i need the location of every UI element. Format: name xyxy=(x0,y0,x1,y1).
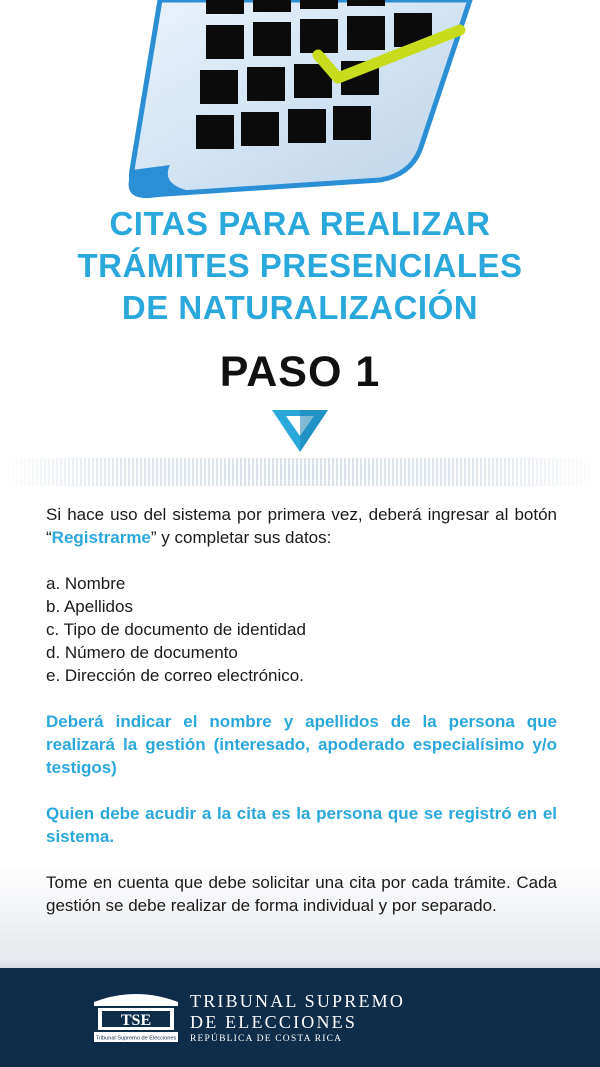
note-who-attends: Quien debe acudir a la cita es la persona que se registró en el sistema. xyxy=(46,804,557,846)
title-line-1: CITAS PARA REALIZAR xyxy=(109,205,491,242)
list-item: d. Número de documento xyxy=(46,643,238,662)
list-item: a. Nombre xyxy=(46,574,126,593)
org-line-2: DE ELECCIONES xyxy=(190,1012,358,1032)
list-item: b. Apellidos xyxy=(46,597,133,616)
intro-before: Si hace uso del sistema por primera vez, deberá ingresar al botón “ xyxy=(46,505,557,547)
list-item: c. Tipo de documento de identidad xyxy=(46,620,306,639)
org-line-1: TRIBUNAL SUPREMO xyxy=(190,991,406,1011)
intro-text xyxy=(46,503,557,549)
svg-text:Tribunal Supremo de Elecciones: Tribunal Supremo de Elecciones xyxy=(95,1035,177,1042)
title-line-3: DE NATURALIZACIÓN xyxy=(121,289,479,326)
intro-after: ” y completar sus datos: xyxy=(150,528,332,547)
chevron-down-icon xyxy=(270,406,330,456)
step-title: PASO 1 xyxy=(219,348,381,396)
divider xyxy=(0,458,600,486)
svg-text:TSE: TSE xyxy=(120,1012,152,1029)
note-one-per-procedure: Tome en cuenta que debe solicitar una cita por cada trámite. Cada gestión se debe realizar de forma individual y por separado. xyxy=(46,873,557,915)
tse-logo xyxy=(88,988,184,1048)
organization-name xyxy=(190,991,405,1045)
org-line-3: REPÚBLICA DE COSTA RICA xyxy=(190,1034,343,1044)
note-interested-party: Deberá indicar el nombre y apellidos de la persona que realizará la gestión (interesado, apoderado especialísimo y/o testigos) xyxy=(46,712,557,777)
page-title xyxy=(0,203,600,329)
calendar-icon xyxy=(0,0,600,205)
list-item: e. Dirección de correo electrónico. xyxy=(46,666,304,685)
register-button-label: Registrarme xyxy=(51,528,151,547)
instructions xyxy=(46,503,557,917)
field-list xyxy=(46,572,557,687)
title-line-2: TRÁMITES PRESENCIALES xyxy=(77,247,523,284)
